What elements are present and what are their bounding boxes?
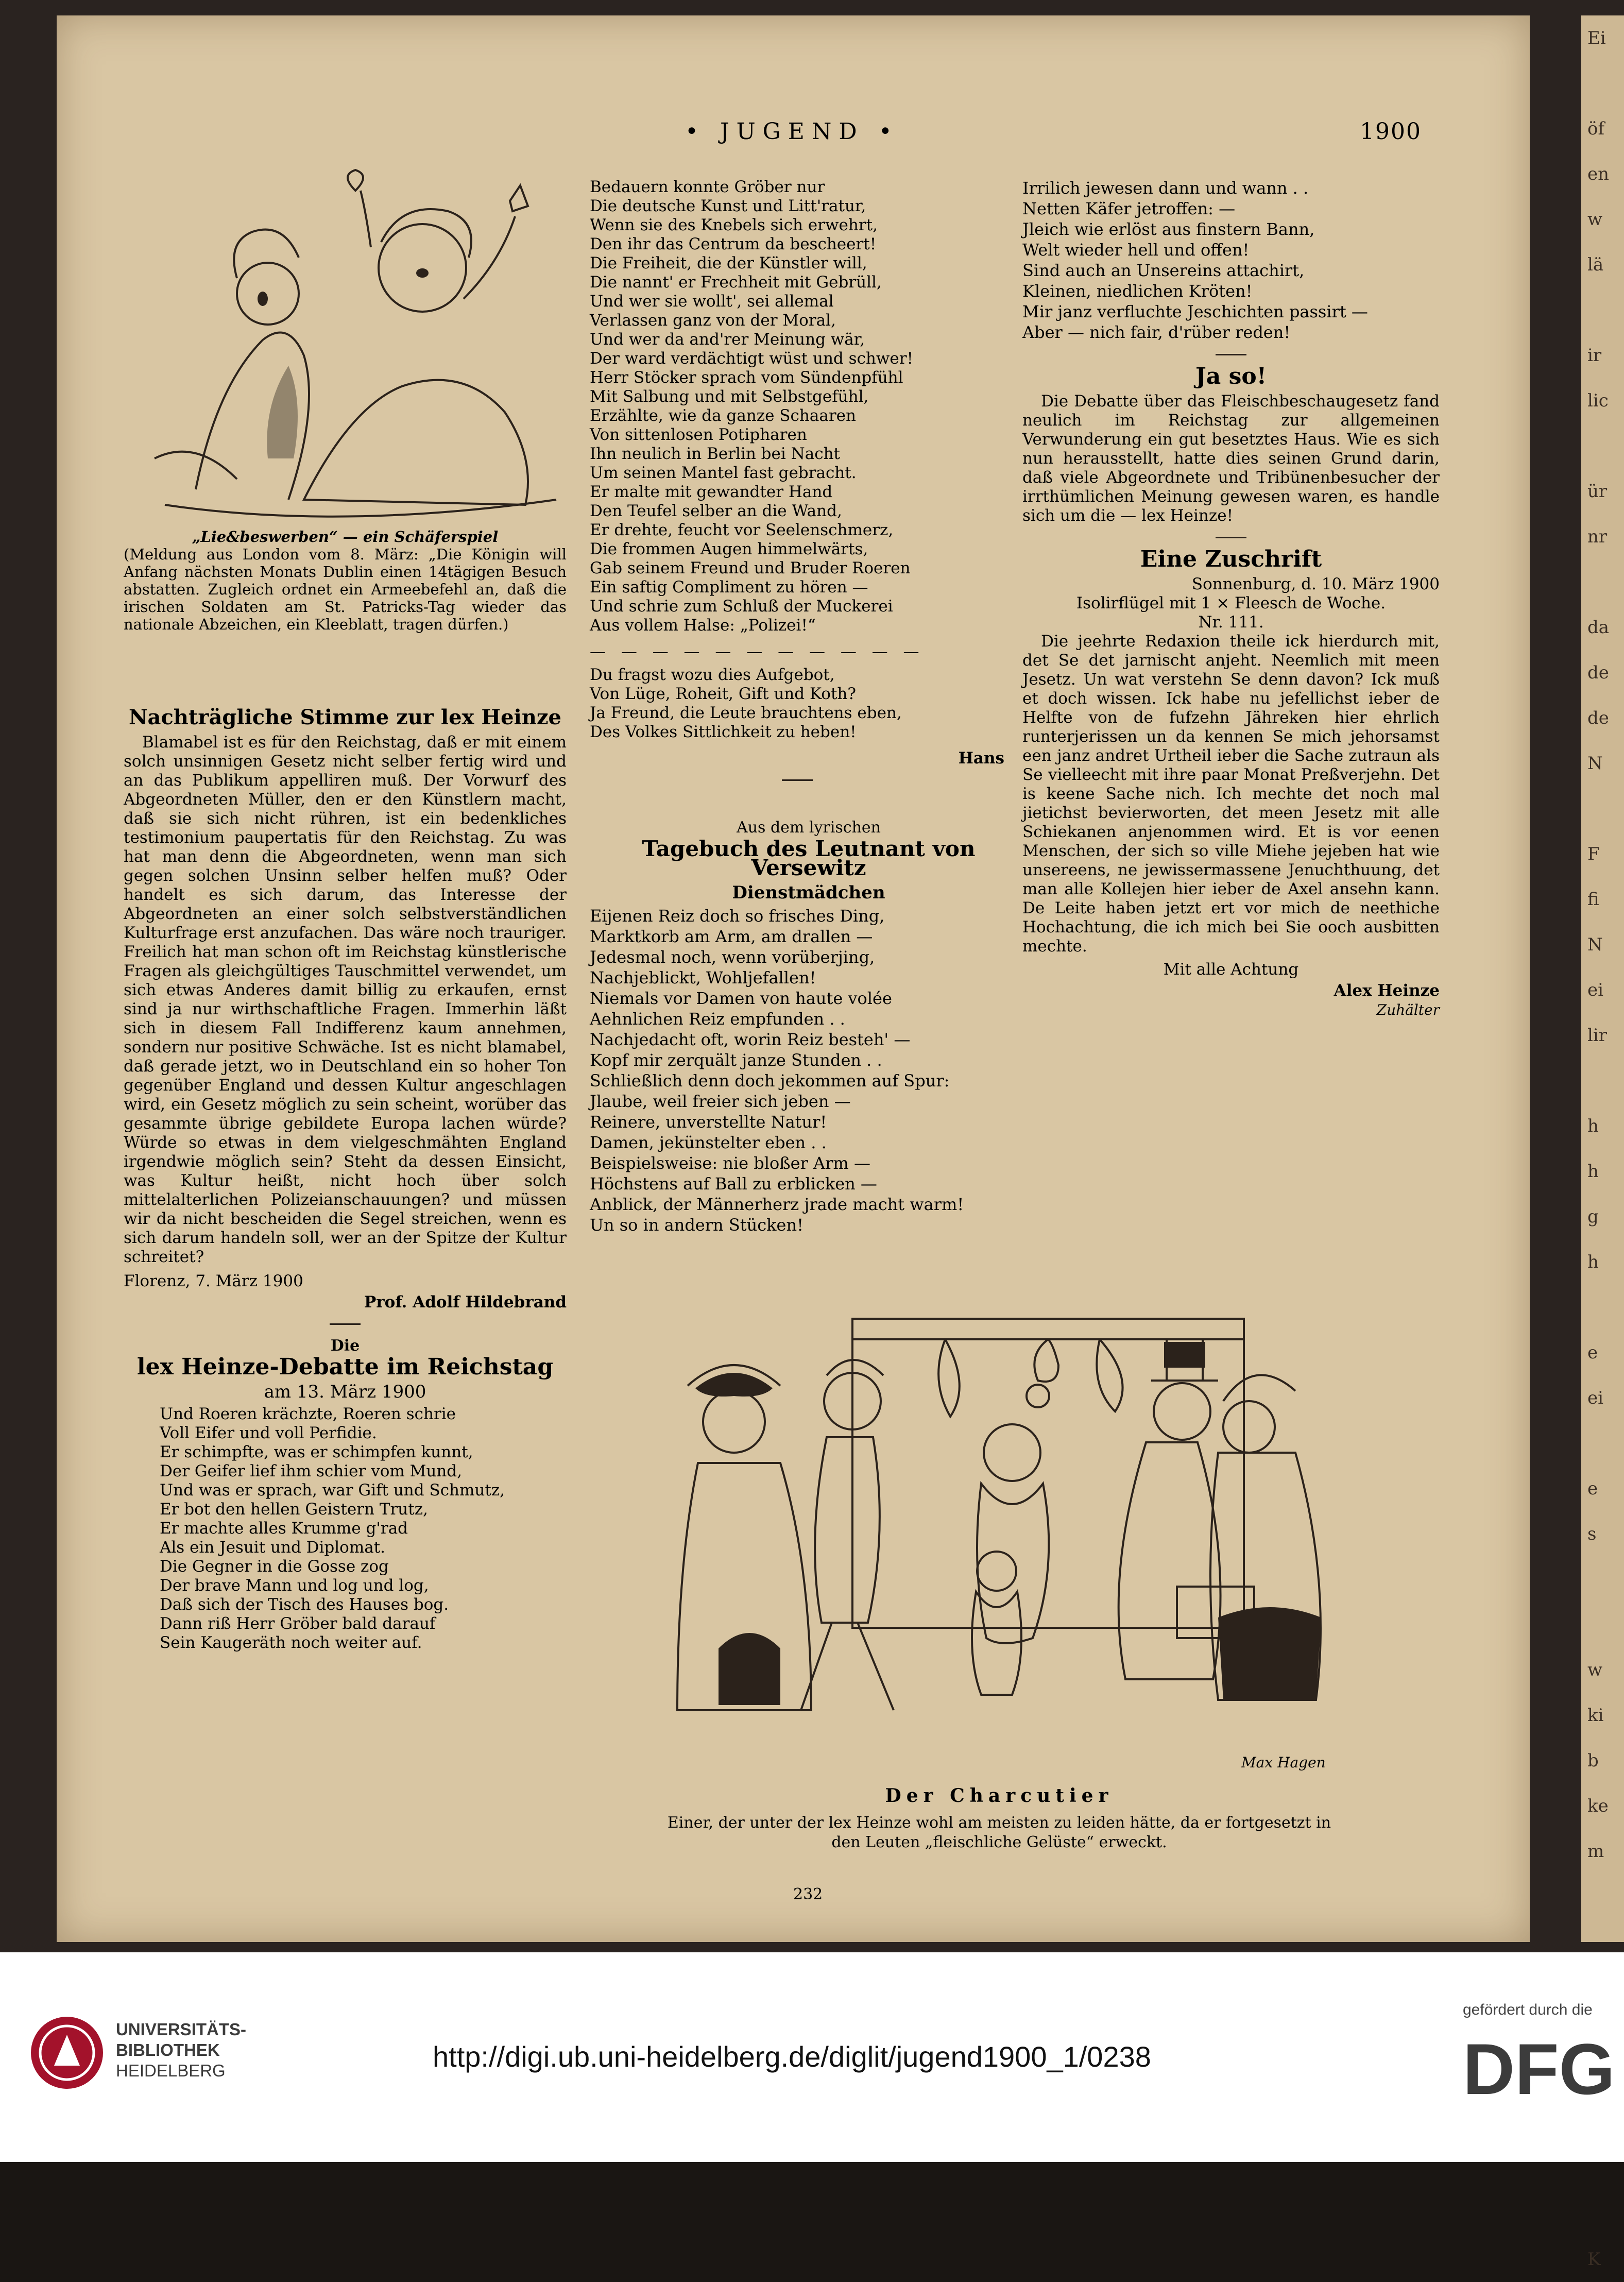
edge-text-fragment: nr (1587, 526, 1608, 547)
verse-line: Ein saftig Compliment zu hören — (590, 578, 868, 597)
verse-line: Mir janz verfluchte Jeschichten passirt — (1022, 302, 1368, 321)
verse-line: Jedesmal noch, wenn vorüberjing, (590, 947, 875, 967)
verse-line: Er malte mit gewandter Hand (590, 483, 833, 501)
edge-text-fragment (1581, 1602, 1624, 1647)
column-middle (590, 178, 1004, 792)
illustration-title: Der Charcutier (885, 1785, 1114, 1807)
article-stimme-title: Nachträgliche Stimme zur lex Heinze (128, 705, 562, 729)
edge-text-fragment: ei (1587, 1388, 1603, 1408)
article-debatte-verses-cont (590, 178, 1004, 635)
next-page-edge (1581, 15, 1624, 2270)
page-number: 232 (793, 1885, 823, 1903)
butcher-shop-illustration (657, 1298, 1347, 1726)
verse-line: Irrilich jewesen dann und wann . . (1022, 178, 1309, 198)
edge-text-fragment: K (1587, 2249, 1601, 2270)
verse-line: Nachjeblickt, Wohljefallen! (590, 968, 816, 987)
verse-line: Die Gegner in die Gosse zog (160, 1557, 389, 1576)
verse-line: Niemals vor Damen von haute volée (590, 989, 892, 1008)
edge-text-fragment (1581, 1874, 1624, 1919)
illustration-artist: Max Hagen (1241, 1754, 1326, 1771)
verse-line: Er drehte, feucht vor Seelenschmerz, (590, 521, 894, 539)
edge-text-fragment: e (1587, 1478, 1598, 1499)
university-name-line2: BIBLIOTHEK (116, 2040, 220, 2059)
verse-line: Netten Käfer jetroffen: — (1022, 199, 1236, 218)
edge-text-fragment (1581, 1421, 1624, 1466)
edge-text-fragment: h (1587, 1161, 1599, 1182)
university-name-line1: UNIVERSITÄTS- (116, 2020, 247, 2039)
verse-line: Als ein Jesuit und Diplomat. (160, 1538, 386, 1557)
verse-line: Kopf mir zerquält janze Stunden . . (590, 1050, 882, 1070)
university-name (116, 2019, 246, 2081)
article-debatte-verses (124, 1405, 567, 1653)
edge-text-fragment: s (1587, 1524, 1597, 1544)
edge-text-fragment: da (1587, 617, 1610, 638)
caption-text: (Meldung aus London vom 8. März: „Die Königin will Anfang nächsten Monats Dublin einen 14tägigen Besuch abstatten. Zugleich ordnet ein Armeebefehl an, daß die irischen Soldaten am St. Patricks-Tag wieder das nationale Abzeichen, ein Kleeblatt, tragen dürfen.) (124, 546, 567, 633)
verse-line: Beispielsweise: nie bloßer Arm — (590, 1153, 870, 1173)
verse-line: Un so in andern Stücken! (590, 1215, 804, 1235)
article-zuschrift-body: Die jeehrte Redaxion theile ick hierdurch mit, det Se det jarnischt anjeht. Neemlich mit meen Jesetz. Un wat verstehn Se denn davon? Ick muß et doch wissen. Ick habe nu jefellichst ieber de Helfte von de fufzehn Jähreken hier ehrlich runterjerissen un da kennen Se mich jehorsamst een janz andret Urtheil ieber die Sache zutraun als Se vielleecht mit ihre paar Monat Preßverjehn. Det is keene Sache nich. Ich mechte det noch mal jietichst bevierworten, det meen Jesetz mit alle Schiekanen anjenommen wird. Et is vor eenen Menschen, der sich so ville Miehe jejeben hat wie unsereens, ne jewissermassene Jenuchthuung, det man alle Kollejen hier ieber de Axel ansehn kann. De Leite haben jetzt ert vor mich de neethiche Hochachtung, die ich mich bei Sie ooch ausbitten mechte. (1022, 632, 1440, 956)
verse-line: Eijenen Reiz doch so frisches Ding, (590, 906, 885, 926)
edge-text-fragment (1581, 1557, 1624, 1602)
verse-line: Die nannt' er Frechheit mit Gebrüll, (590, 273, 882, 292)
article-tagebuch-subtitle: Dienstmädchen (732, 882, 885, 903)
edge-text-fragment: öf (1587, 118, 1605, 139)
edge-text-fragment: ir (1587, 345, 1602, 366)
verse-line: Von Lüge, Roheit, Gift und Koth? (590, 685, 856, 703)
verse-line: Voll Eifer und voll Perfidie. (160, 1424, 377, 1442)
verse-line: Den Teufel selber an die Wand, (590, 502, 842, 520)
edge-text-fragment: fi (1587, 889, 1599, 910)
verse-line: Marktkorb am Arm, am drallen — (590, 927, 873, 946)
verse-line: Sind auch an Unsereins attachirt, (1022, 261, 1305, 280)
article-debatte-subtitle: am 13. März 1900 (264, 1382, 426, 1402)
footer-bar (0, 1952, 1624, 2162)
verse-line: Der Geifer lief ihm schier vom Mund, (160, 1462, 462, 1480)
verse-dashes: — — — — — — — — — — — (590, 642, 925, 661)
courtship-illustration (134, 170, 567, 525)
article-debatte-verses-end (590, 666, 1004, 742)
caption-title: „Lie&beswerben“ — ein Schäferspiel (192, 528, 499, 546)
dfg-logo-icon (1463, 2029, 1615, 2109)
verse-line: Die frommen Augen himmelwärts, (590, 540, 868, 558)
article-stimme-dateline: Florenz, 7. März 1900 (124, 1272, 303, 1290)
edge-text-fragment: w (1587, 209, 1603, 230)
funded-by-label: gefördert durch die (1463, 2001, 1593, 2018)
verse-line: Damen, jekünstelter eben . . (590, 1133, 827, 1152)
article-zuschrift-role: Zuhälter (1376, 1001, 1440, 1018)
article-tagebuch-verses (590, 906, 1028, 1235)
edge-text-fragment: lir (1587, 1025, 1608, 1046)
article-tagebuch-title: Tagebuch des Leutnant von Versewitz (642, 836, 976, 880)
article-debatte-title: lex Heinze-Debatte im Reichstag (136, 1354, 554, 1380)
verse-line: Du fragst wozu dies Aufgebot, (590, 666, 835, 684)
journal-title: • JUGEND • (685, 118, 899, 145)
article-stimme-body: Blamabel ist es für den Reichstag, daß er mit einem solch unsinnigen Gesetz nicht selber fertig wird und an das Publikum appelliren muß. Der Vorwurf des Abgeordneten Müller, den er den Künstlern macht, daß sie sich nicht rühren, ist ein bedenkliches testimonium paupertatis für den Reichstag. Zu was hat man denn die Abgeordneten, wenn man sich gegen solchen Unsinn selber helfen muß? Oder handelt es sich darum, das Interesse der Abgeordneten an einer solch selbstverständlichen Kulturfrage erst anzufachen. Das wäre noch trauriger. Freilich hat man schon oft im Reichstag künstlerische Fragen als gleichgültiges Tauschmittel verwendet, um sich etwas Anderes damit billig zu erkaufen, ernst sind ja nur wirthschaftliche Fragen. Immerhin läßt sich in diesem Fall Indifferenz kaum annehmen, sondern nur positive Schwäche. Ist es nicht blamabel, daß gerade jetzt, wo in Deutschland ein so hoher Ton gegenüber England und dessen Kultur angeschlagen wird, ein Gesetz möglich zu sein scheint, worüber das gesammte übrige gebildete Europa lachen würde? Würde so etwas in dem vielgeschmähten England irgendwie möglich sein? Steht da dessen Einsicht, was Kultur heißt, nicht hoch über solch mittelalterlichen Polizeianschauungen? und müssen wir da nicht bescheiden die Segel streichen, wenn es sich darum handeln soll, wer an der Spitze der Kultur schreitet? (124, 733, 567, 1266)
article-debatte-kicker: Die (330, 1337, 360, 1355)
verse-line: Höchstens auf Ball zu erblicken — (590, 1174, 877, 1194)
verse-line: Gab seinem Freund und Bruder Roeren (590, 559, 911, 577)
edge-text-fragment: lic (1587, 390, 1609, 411)
edge-text-fragment: lä (1587, 254, 1604, 275)
edge-text-fragment (1581, 287, 1624, 333)
edge-text-fragment: en (1587, 164, 1610, 184)
verse-line: Kleinen, niedlichen Kröten! (1022, 281, 1253, 301)
edge-text-fragment: de (1587, 662, 1609, 683)
verse-line: Er bot den hellen Geistern Trutz, (160, 1500, 428, 1519)
edge-text-fragment (1581, 2191, 1624, 2237)
verse-line: Erzählte, wie da ganze Schaaren (590, 406, 856, 425)
dfg-logo-text: DFG (1463, 2029, 1615, 2109)
edge-text-fragment: ei (1587, 980, 1603, 1000)
separator-rule (1216, 537, 1246, 538)
article-zuschrift-dateline: Sonnenburg, d. 10. März 1900 (1191, 575, 1440, 593)
edge-text-fragment: w (1587, 1660, 1603, 1680)
university-seal-icon (28, 2014, 106, 2091)
edge-text-fragment (1581, 786, 1624, 831)
verse-line: Von sittenlosen Potipharen (590, 425, 807, 444)
article-ja-so-body: Die Debatte über das Fleischbeschaugesetz fand neulich im Reichstag zur allgemeinen Verwunderung ein gut besetztes Haus. Wie es sich nun herausstellt, hatte dies seinen Grund darin, daß viele Abgeordnete und Tribünenbesucher der irrthümlichen Meinung gewesen waren, es handle sich um die — lex Heinze! (1022, 392, 1440, 525)
article-zuschrift-signature: Alex Heinze (1334, 981, 1440, 1000)
article-tagebuch-kicker: Aus dem lyrischen (737, 819, 881, 837)
university-name-line3: HEIDELBERG (116, 2061, 226, 2080)
edge-text-fragment: Ei (1587, 28, 1606, 48)
edge-text-fragment: h (1587, 1252, 1599, 1272)
edge-text-fragment (1581, 1058, 1624, 1103)
page-year: 1900 (1360, 118, 1422, 145)
article-zuschrift-closing: Mit alle Achtung (1163, 960, 1299, 979)
edge-text-fragment: ür (1587, 481, 1608, 502)
edge-text-fragment: g (1587, 1206, 1599, 1227)
edge-text-fragment (1581, 559, 1624, 605)
verse-line: Aber — nich fair, d'rüber reden! (1022, 322, 1291, 342)
verse-line: Aehnlichen Reiz empfunden . . (590, 1009, 845, 1029)
verse-line: Welt wieder hell und offen! (1022, 240, 1250, 260)
verse-line: Er machte alles Krumme g'rad (160, 1519, 408, 1538)
verse-line: Ja Freund, die Leute brauchtens eben, (590, 704, 902, 722)
verse-line: Bedauern konnte Gröber nur (590, 178, 825, 196)
verse-line: Und Roeren krächzte, Roeren schrie (160, 1405, 456, 1423)
illustration-caption-bottom: Einer, der unter der lex Heinze wohl am meisten zu leiden hätte, da er fortgesetzt in den Leuten „fleischliche Gelüste“ erweckt. (667, 1814, 1331, 1851)
article-tagebuch-verses-cont (1022, 178, 1440, 343)
verse-line: Herr Stöcker sprach vom Sündenpfühl (590, 368, 903, 387)
edge-text-fragment: N (1587, 753, 1603, 774)
verse-line: Der ward verdächtigt wüst und schwer! (590, 349, 914, 368)
source-url-link[interactable]: http://digi.ub.uni-heidelberg.de/diglit/jugend1900_1/0238 (433, 2040, 1151, 2073)
edge-text-fragment: N (1587, 934, 1603, 955)
edge-text-fragment (1581, 61, 1624, 106)
separator-rule (1216, 354, 1246, 355)
verse-line: Um seinen Mantel fast gebracht. (590, 464, 857, 482)
column-middle-lower (590, 814, 1028, 1242)
verse-line: Mit Salbung und mit Selbstgefühl, (590, 387, 869, 406)
verse-line: Anblick, der Männerherz jrade macht warm! (590, 1195, 964, 1214)
article-ja-so-title: Ja so! (1195, 363, 1267, 389)
verse-line: Die deutsche Kunst und Litt'ratur, (590, 197, 866, 215)
verse-line: Sein Kaugeräth noch weiter auf. (160, 1633, 422, 1652)
column-right (1022, 178, 1440, 1019)
edge-text-fragment: h (1587, 1116, 1599, 1136)
edge-text-fragment: de (1587, 708, 1609, 728)
verse-line: Und was er sprach, war Gift und Schmutz, (160, 1481, 505, 1500)
verse-line: Die Freiheit, die der Künstler will, (590, 254, 867, 273)
verse-line: Wenn sie des Knebels sich erwehrt, (590, 216, 878, 234)
verse-line: Der brave Mann und log und log, (160, 1576, 429, 1595)
verse-line: Schließlich denn doch jekommen auf Spur: (590, 1071, 950, 1091)
verse-line: Und wer sie wollt', sei allemal (590, 292, 834, 311)
article-zuschrift-title: Eine Zuschrift (1140, 546, 1322, 572)
verse-line: Jlaube, weil freier sich jeben — (590, 1092, 851, 1111)
verse-line: Dann riß Herr Gröber bald darauf (160, 1614, 436, 1633)
verse-line: Und wer da and'rer Meinung wär, (590, 330, 865, 349)
verse-line: Er schimpfte, was er schimpfen kunnt, (160, 1443, 473, 1461)
verse-line: Nachjedacht oft, worin Reiz besteh' — (590, 1030, 911, 1049)
edge-text-fragment: F (1587, 844, 1600, 864)
edge-text-fragment: e (1587, 1342, 1598, 1363)
article-debatte-signature: Hans (958, 749, 1004, 768)
verse-line: Den ihr das Centrum da bescheert! (590, 235, 877, 253)
verse-line: Aus vollem Halse: „Polizei!“ (590, 616, 816, 635)
column-left (124, 546, 567, 1660)
verse-line: Verlassen ganz von der Moral, (590, 311, 836, 330)
verse-line: Des Volkes Sittlichkeit zu heben! (590, 723, 857, 741)
article-zuschrift-address: Isolirflügel mit 1 × Fleesch de Woche. (1076, 594, 1386, 612)
separator-rule (782, 779, 813, 781)
verse-line: Und schrie zum Schluß der Muckerei (590, 597, 893, 616)
verse-line: Jleich wie erlöst aus finstern Bann, (1022, 219, 1315, 239)
verse-line: Daß sich der Tisch des Hauses bog. (160, 1595, 449, 1614)
article-stimme-signature: Prof. Adolf Hildebrand (364, 1293, 567, 1312)
edge-text-fragment (1581, 423, 1624, 469)
article-zuschrift-number: Nr. 111. (1198, 613, 1264, 632)
verse-line: Reinere, unverstellte Natur! (590, 1112, 827, 1132)
edge-text-fragment: ke (1587, 1796, 1609, 1816)
edge-text-fragment (1581, 1285, 1624, 1330)
separator-rule (330, 1323, 361, 1325)
verse-line: Ihn neulich in Berlin bei Nacht (590, 445, 840, 463)
edge-text-fragment: m (1587, 1841, 1604, 1862)
edge-text-fragment: ki (1587, 1705, 1604, 1726)
edge-text-fragment: b (1587, 1750, 1599, 1771)
